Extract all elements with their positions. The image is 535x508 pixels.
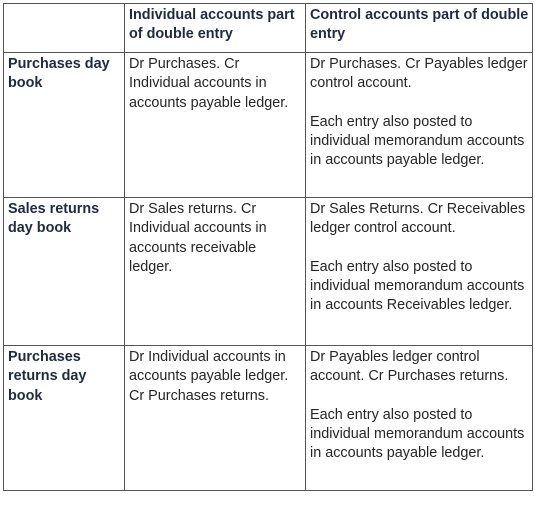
table-row — [4, 346, 533, 491]
control-entry-text: Dr Payables ledger control account. Cr Purchases returns. — [310, 349, 509, 385]
row-label-sales-returns-day-book: Sales returns day book — [4, 198, 125, 346]
row-label-purchases-day-book: Purchases day book — [4, 53, 125, 198]
header-blank-cell — [4, 4, 125, 53]
control-note-text: Each entry also posted to individual memorandum accounts in accounts Receivables ledger. — [310, 258, 525, 314]
control-entry-cell — [306, 346, 533, 491]
row-label-purchases-returns-day-book: Purchases returns day book — [4, 346, 125, 491]
control-note-text: Each entry also posted to individual memorandum accounts in accounts payable ledger. — [310, 113, 525, 169]
table-row — [4, 198, 533, 346]
individual-entry-cell: Dr Sales returns. Cr Individual accounts in accounts receivable ledger. — [125, 198, 306, 346]
table-row — [4, 53, 533, 198]
header-row — [4, 4, 533, 53]
control-entry-text: Dr Purchases. Cr Payables ledger control account. — [310, 56, 528, 92]
individual-entry-cell: Dr Purchases. Cr Individual accounts in accounts payable ledger. — [125, 53, 306, 198]
control-note-text: Each entry also posted to individual memorandum accounts in accounts payable ledger. — [310, 406, 525, 462]
individual-entry-cell: Dr Individual accounts in accounts payable ledger. Cr Purchases returns. — [125, 346, 306, 491]
double-entry-table — [3, 3, 533, 491]
header-individual-accounts: Individual accounts part of double entry — [125, 4, 306, 53]
header-control-accounts: Control accounts part of double entry — [306, 4, 533, 53]
control-entry-cell — [306, 198, 533, 346]
control-entry-text: Dr Sales Returns. Cr Receivables ledger control account. — [310, 201, 526, 237]
control-entry-cell — [306, 53, 533, 198]
